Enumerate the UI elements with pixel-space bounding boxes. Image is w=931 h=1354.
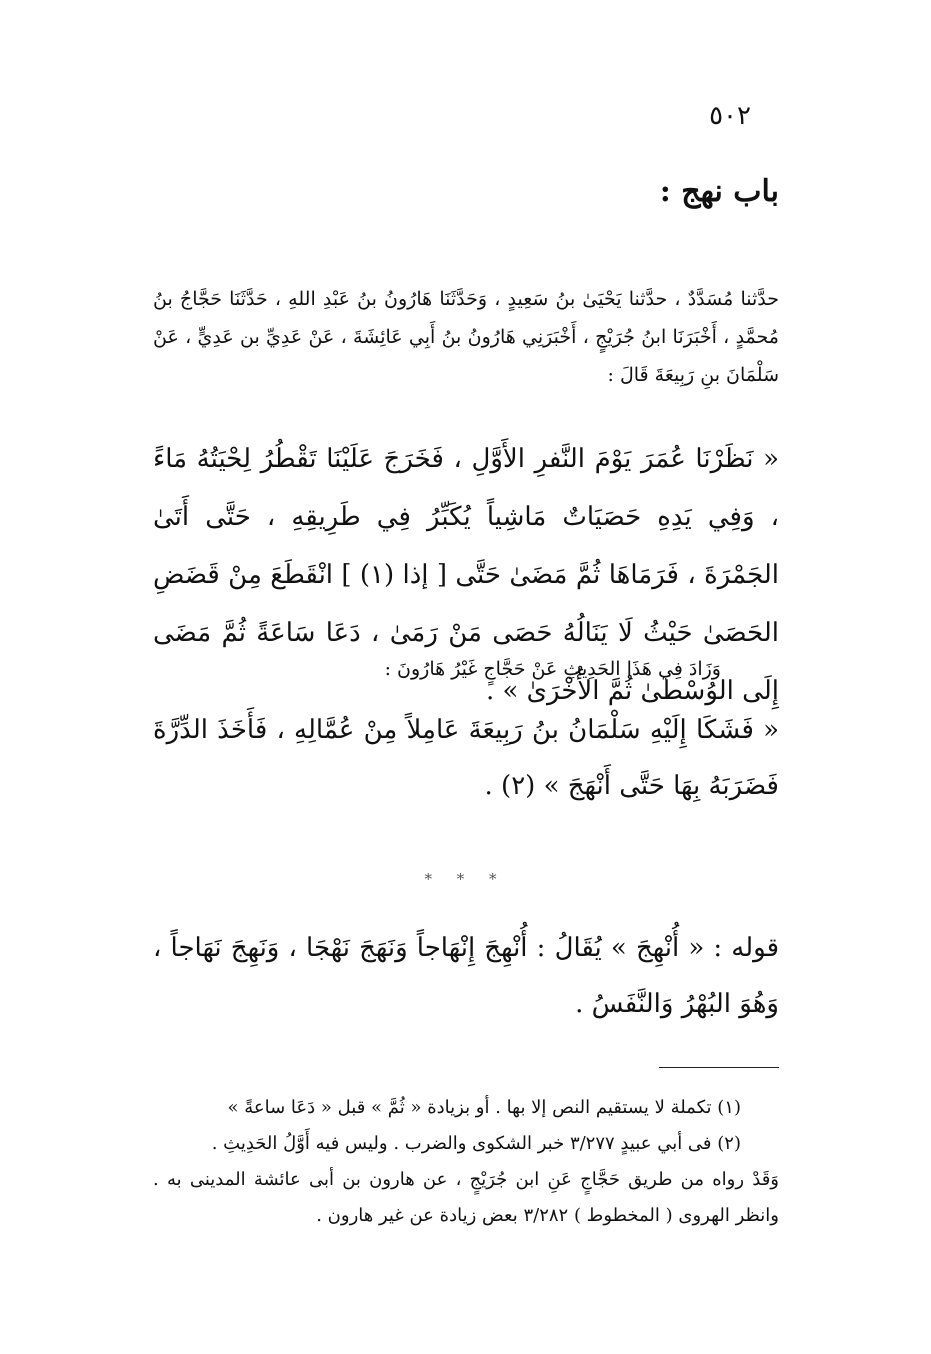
footnotes: [153, 1090, 779, 1234]
footnote-2: (٢) فى أبي عبيدٍ ٣/٢٧٧ خبر الشكوى والضرب . وليس فيه أَوَّلُ الحَدِيثِ .: [211, 1133, 741, 1154]
addition-note: وَزَادَ فِي هَذَا الحَدِيثِ عَنْ حَجَّاجٍ غَيْرُ هَارُونَ :: [384, 658, 721, 680]
isnad-paragraph: حدَّثنا مُسَدَّدٌ ، حدَّثنا يَحْيَىٰ بنُ سَعِيدٍ ، وَحَدَّثَنَا هَارُونُ بنُ عَبْدِ اللهِ ، حَدَّثَنَا حَجَّاجُ بنُ مُحمَّدٍ ، أَخْبَرَنَا ابنُ جُرَيْجٍ ، أَخْبَرَنِي هَارُونُ بنُ أَبِي عَائِشَةَ ، عَنْ عَدِيِّ بن عَدِيٍّ ، عَنْ سَلْمَانَ بنِ رَبِيعَةَ قَالَ :: [153, 288, 779, 386]
commentary-paragraph: قوله : « أُنْهِجَ » يُقَالُ : أُنْهِجَ إِنْهَاجاً وَنَهَجَ نَهْجَا ، وَنَهِجَ نَهَاجاً ، وَهُوَ البُهْرُ وَالنَّفَسُ .: [153, 933, 779, 1019]
chapter-heading: باب نهج :: [659, 174, 779, 209]
hadith-text-addition: « فَشَكَا إِلَيْهِ سَلْمَانُ بنُ رَبِيعَةَ عَامِلاً مِنْ عُمَّالِهِ ، فَأَخَذَ الدِّرَّةَ فَضَرَبَهُ بِهَا حَتَّى أَنْهَجَ » (٢) .: [153, 715, 779, 801]
footnote-1: (١) تكملة لا يستقيم النص إلا بها . أو بزيادة « ثُمَّ » قبل « دَعَا ساعةً »: [227, 1097, 741, 1118]
page-number: ٥٠٢: [709, 101, 751, 131]
hadith-text-main: « نَظَرْنَا عُمَرَ يَوْمَ النَّفرِ الأَوَّلِ ، فَخَرَجَ عَلَيْنَا تَقْطُرُ لِحْيَتُهُ مَاءً ، وَفِي يَدِهِ حَصَيَاتٌ مَاشِياً يُكَبِّرُ فِي طَرِيقِهِ ، حَتَّى أَتَىٰ الجَمْرَةَ ، فَرَمَاهَا ثُمَّ مَضَىٰ حَتَّى [ إذا (١) ] انْقَطَعَ مِنْ قَضَضِ الحَصَىٰ حَيْثُ لَا يَنَالُهُ حَصَى مَنْ رَمَىٰ ، دَعَا سَاعَةً ثُمَّ مَضَى إِلَى الوُسْطَىٰ ثُمَّ الأُخْرَىٰ » .: [153, 444, 780, 706]
footnote-2-continuation: وَقَدْ رواه من طريق حَجَّاجٍ عَنِ ابن جُرَيْجٍ ، عن هارون بن أبى عائشة المدينى به . وانظر الهروى ( المخطوط ) ٣/٢٨٢ بعض زيادة عن غير هارون .: [153, 1169, 779, 1226]
section-separator: * * *: [424, 870, 507, 888]
footnote-divider: [659, 1067, 779, 1068]
